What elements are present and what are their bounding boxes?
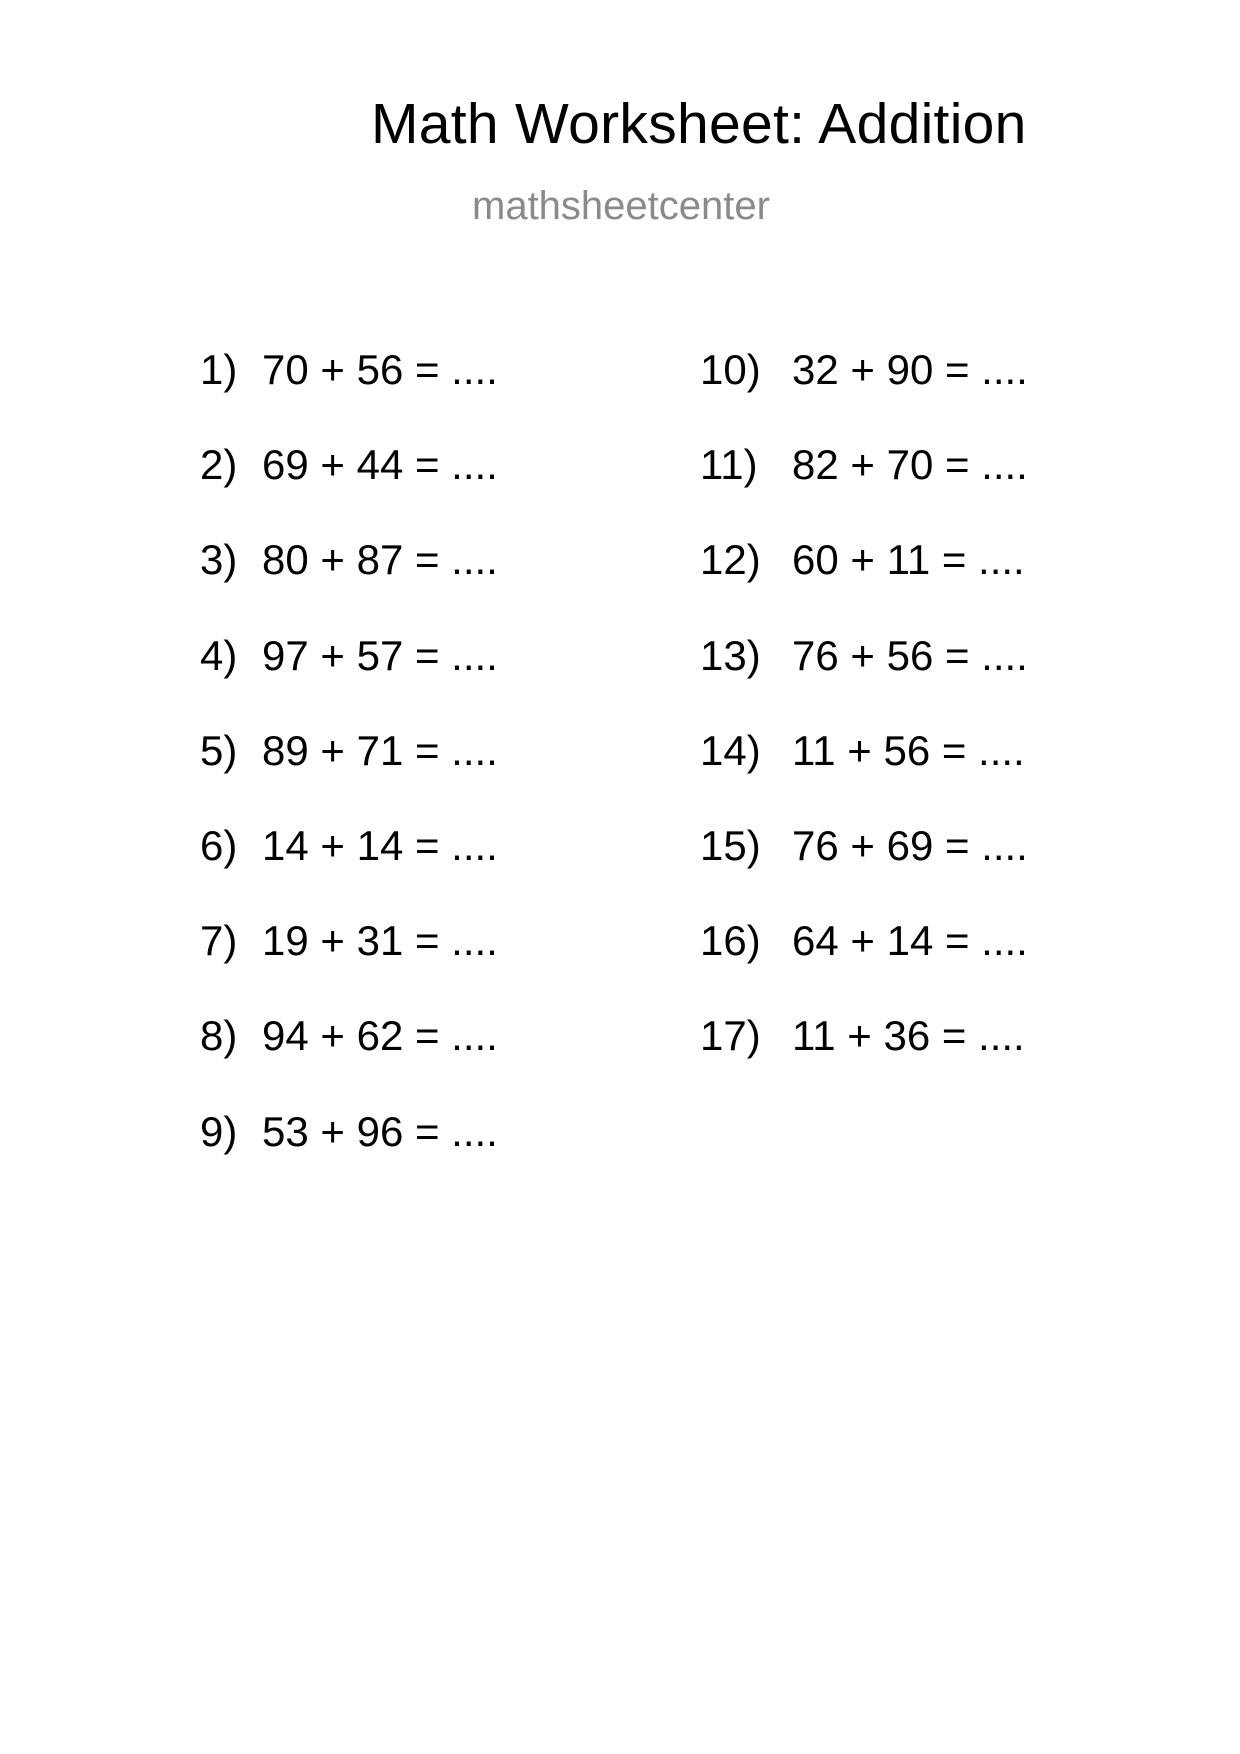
problem-item [200, 917, 498, 1015]
problem-item [200, 1107, 498, 1206]
problem-expression: 32 + 90 = .... [792, 346, 1028, 393]
problem-expression: 19 + 31 = .... [262, 917, 498, 965]
page-title: Math Worksheet: Addition [371, 92, 1027, 156]
problem-item [700, 1012, 1028, 1110]
problem-number: 13) [700, 631, 761, 679]
problem-item [700, 536, 1028, 634]
problem-item [200, 536, 498, 634]
problem-number: 6) [200, 821, 238, 869]
problem-item [700, 821, 1028, 920]
problem-list-left [200, 346, 498, 1206]
problem-expression: 76 + 69 = .... [792, 821, 1028, 869]
problem-expression: 82 + 70 = .... [792, 441, 1028, 489]
problem-number: 11) [700, 441, 758, 489]
problem-number: 10) [700, 346, 761, 393]
problem-expression: 69 + 44 = .... [262, 441, 498, 489]
problem-expression: 60 + 11 = .... [792, 536, 1025, 584]
problem-item [700, 726, 1028, 825]
problem-expression: 80 + 87 = .... [262, 536, 498, 584]
problem-expression: 97 + 57 = .... [262, 631, 498, 679]
problem-number: 15) [700, 821, 761, 869]
problem-number: 1) [200, 346, 238, 393]
problem-expression: 70 + 56 = .... [262, 346, 498, 393]
problem-expression: 94 + 62 = .... [262, 1012, 498, 1060]
problem-expression: 11 + 36 = .... [792, 1012, 1025, 1060]
problem-item [200, 441, 498, 539]
problem-item [700, 631, 1028, 730]
problem-item [200, 1012, 498, 1110]
problem-number: 2) [200, 441, 238, 489]
problem-item [200, 821, 498, 920]
problem-expression: 76 + 56 = .... [792, 631, 1028, 679]
problem-number: 7) [200, 917, 238, 965]
problem-expression: 14 + 14 = .... [262, 821, 498, 869]
problem-expression: 53 + 96 = .... [262, 1107, 498, 1155]
problem-list-right [700, 346, 1028, 1111]
problem-item [200, 631, 498, 730]
problem-number: 17) [700, 1012, 761, 1060]
problem-number: 14) [700, 726, 761, 774]
problem-item [200, 346, 498, 444]
problem-expression: 11 + 56 = .... [792, 726, 1025, 774]
problem-number: 5) [200, 726, 238, 774]
problem-item [700, 441, 1028, 539]
problem-expression: 64 + 14 = .... [792, 917, 1028, 965]
problem-number: 16) [700, 917, 761, 965]
problem-item [700, 917, 1028, 1015]
page-subtitle: mathsheetcenter [472, 184, 770, 228]
problem-number: 12) [700, 536, 761, 584]
problem-item [700, 346, 1028, 444]
problem-number: 4) [200, 631, 238, 679]
problem-item [200, 726, 498, 825]
problem-number: 3) [200, 536, 238, 584]
problem-number: 8) [200, 1012, 238, 1060]
problem-expression: 89 + 71 = .... [262, 726, 498, 774]
problem-number: 9) [200, 1107, 238, 1155]
